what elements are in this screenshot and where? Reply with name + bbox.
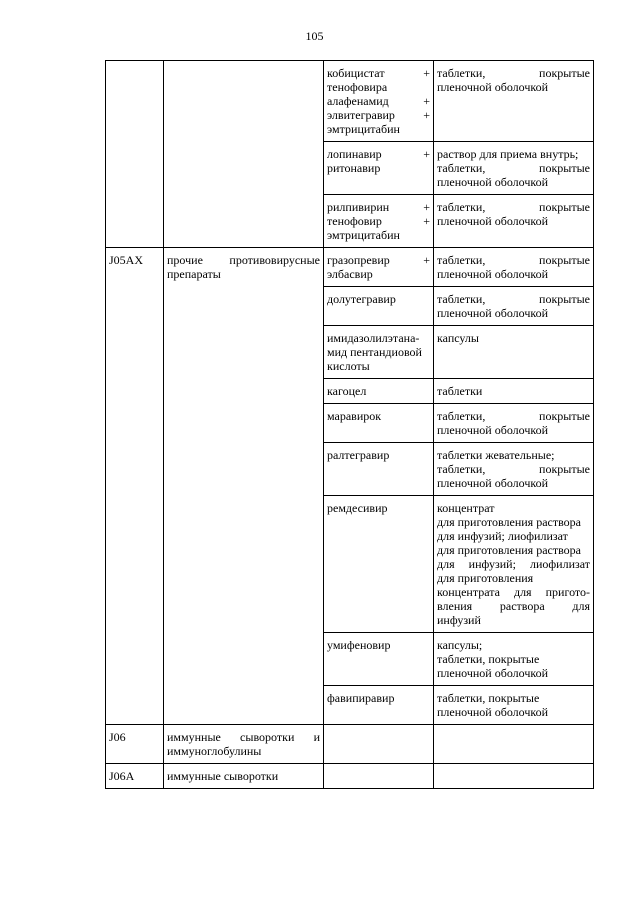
drug-line — [327, 253, 430, 267]
page-number: 105 — [305, 29, 324, 43]
drug-line — [327, 214, 430, 228]
pharmacological-group-cell — [164, 248, 324, 725]
dosage-form-line: для приготовления раствора — [437, 515, 581, 529]
combination-plus: + — [423, 253, 430, 267]
dosage-form-line: для инфузий; лиофилизат — [437, 557, 590, 571]
group-line: прочие противовирусные — [167, 253, 320, 267]
dosage-form-cell — [434, 379, 594, 404]
dosage-form-line: таблетки, покрытые — [437, 161, 590, 175]
drug-name-cell — [324, 326, 434, 379]
dosage-form-cell — [434, 496, 594, 633]
drug-name: тенофовир — [327, 214, 382, 228]
drug-name: кислоты — [327, 359, 370, 373]
combination-plus: + — [423, 214, 430, 228]
drug-name: кагоцел — [327, 384, 367, 398]
dosage-form-line: для приготовления раствора — [437, 543, 581, 557]
dosage-form-line: пленочной оболочкой — [437, 80, 549, 94]
dosage-form-cell — [434, 287, 594, 326]
drug-name-cell — [324, 764, 434, 789]
drug-name: элбасвир — [327, 267, 373, 281]
drug-line — [327, 331, 430, 345]
group-line: иммунные сыворотки — [167, 769, 279, 783]
drug-line — [327, 448, 430, 462]
drug-name-cell — [324, 248, 434, 287]
drug-line — [327, 267, 430, 281]
dosage-form-line: таблетки, покрытые — [437, 462, 590, 476]
dosage-form-cell — [434, 248, 594, 287]
dosage-form-line: таблетки, покрытые — [437, 200, 590, 214]
atc-code-cell — [106, 248, 164, 725]
drug-name-cell — [324, 379, 434, 404]
drug-name: умифеновир — [327, 638, 391, 652]
drug-line — [327, 638, 430, 652]
atc-code: J06 — [109, 730, 126, 744]
group-line: препараты — [167, 267, 221, 281]
dosage-form-line: таблетки, покрытые — [437, 409, 590, 423]
dosage-form-line: концентрата для пригото- — [437, 585, 590, 599]
drug-name: долутегравир — [327, 292, 396, 306]
atc-code: J06A — [109, 769, 135, 783]
group-line: иммунные сыворотки и — [167, 730, 320, 744]
dosage-form-line: пленочной оболочкой — [437, 666, 549, 680]
dosage-form-line: таблетки — [437, 384, 483, 398]
drug-name: рилпивирин — [327, 200, 390, 214]
drug-line — [327, 292, 430, 306]
dosage-form-line: для приготовления — [437, 571, 534, 585]
dosage-form-line: пленочной оболочкой — [437, 423, 549, 437]
atc-code-cell — [106, 764, 164, 789]
dosage-form-line: таблетки жевательные; — [437, 448, 555, 462]
table-row — [106, 725, 594, 764]
dosage-form-line: для инфузий; лиофилизат — [437, 529, 568, 543]
dosage-form-line: таблетки, покрытые — [437, 66, 590, 80]
dosage-form-cell — [434, 633, 594, 686]
drug-name: ритонавир — [327, 161, 381, 175]
dosage-form-line: пленочной оболочкой — [437, 306, 549, 320]
dosage-form-line: инфузий — [437, 613, 481, 627]
drug-line — [327, 359, 430, 373]
atc-code-cell — [106, 725, 164, 764]
drug-name-cell — [324, 633, 434, 686]
pharmacological-group-cell — [164, 725, 324, 764]
drug-line — [327, 80, 430, 94]
drug-line — [327, 409, 430, 423]
dosage-form-line: пленочной оболочкой — [437, 476, 549, 490]
drug-name-cell — [324, 61, 434, 142]
dosage-form-line: таблетки, покрытые — [437, 292, 590, 306]
group-line: иммуноглобулины — [167, 744, 262, 758]
drug-line — [327, 147, 430, 161]
drug-name-cell — [324, 404, 434, 443]
drug-line — [327, 345, 430, 359]
table-row — [106, 248, 594, 287]
drug-name: тенофовира — [327, 80, 388, 94]
combination-plus: + — [423, 200, 430, 214]
drug-line — [327, 200, 430, 214]
dosage-form-cell — [434, 195, 594, 248]
dosage-form-cell — [434, 443, 594, 496]
drug-line — [327, 228, 430, 242]
drug-line — [327, 108, 430, 122]
dosage-form-line: капсулы — [437, 331, 479, 345]
drug-name-cell — [324, 686, 434, 725]
drug-line — [327, 94, 430, 108]
drug-line — [327, 691, 430, 705]
drug-name-cell — [324, 142, 434, 195]
dosage-form-line: таблетки, покрытые — [437, 652, 540, 666]
dosage-form-line: пленочной оболочкой — [437, 214, 549, 228]
drug-table — [105, 60, 594, 789]
dosage-form-line: капсулы; — [437, 638, 483, 652]
drug-name: алафенамид — [327, 94, 389, 108]
atc-code: J05AX — [109, 253, 144, 267]
drug-line — [327, 161, 430, 175]
dosage-form-line: вления раствора для — [437, 599, 590, 613]
pharmacological-group-cell — [164, 764, 324, 789]
drug-name-cell — [324, 443, 434, 496]
drug-name: гразопревир — [327, 253, 390, 267]
dosage-form-line: пленочной оболочкой — [437, 705, 549, 719]
drug-line — [327, 66, 430, 80]
atc-code-cell — [106, 61, 164, 248]
dosage-form-line: таблетки, покрытые — [437, 691, 540, 705]
dosage-form-line: пленочной оболочкой — [437, 175, 549, 189]
combination-plus: + — [423, 108, 430, 122]
dosage-form-cell — [434, 142, 594, 195]
drug-name: ремдесивир — [327, 501, 388, 515]
drug-name: мид пентандиовой — [327, 345, 422, 359]
drug-name: элвитегравир — [327, 108, 395, 122]
combination-plus: + — [423, 147, 430, 161]
dosage-form-line: таблетки, покрытые — [437, 253, 590, 267]
combination-plus: + — [423, 94, 430, 108]
dosage-form-cell — [434, 326, 594, 379]
dosage-form-cell — [434, 764, 594, 789]
combination-plus: + — [423, 66, 430, 80]
drug-line — [327, 384, 430, 398]
drug-name: маравирок — [327, 409, 382, 423]
drug-name: кобицистат — [327, 66, 385, 80]
dosage-form-cell — [434, 686, 594, 725]
drug-name-cell — [324, 496, 434, 633]
drug-name-cell — [324, 195, 434, 248]
drug-name: эмтрицитабин — [327, 122, 400, 136]
drug-name: эмтрицитабин — [327, 228, 400, 242]
table-row — [106, 764, 594, 789]
table-row — [106, 61, 594, 142]
drug-name: лопинавир — [327, 147, 382, 161]
dosage-form-line: раствор для приема внутрь; — [437, 147, 579, 161]
drug-name: фавипиравир — [327, 691, 395, 705]
dosage-form-cell — [434, 404, 594, 443]
dosage-form-cell — [434, 61, 594, 142]
dosage-form-line: концентрат — [437, 501, 495, 515]
pharmacological-group-cell — [164, 61, 324, 248]
drug-name: ралтегравир — [327, 448, 390, 462]
drug-name-cell — [324, 725, 434, 764]
drug-name: имидазолилэтана- — [327, 331, 420, 345]
dosage-form-cell — [434, 725, 594, 764]
drug-line — [327, 501, 430, 515]
drug-line — [327, 122, 430, 136]
dosage-form-line: пленочной оболочкой — [437, 267, 549, 281]
drug-name-cell — [324, 287, 434, 326]
